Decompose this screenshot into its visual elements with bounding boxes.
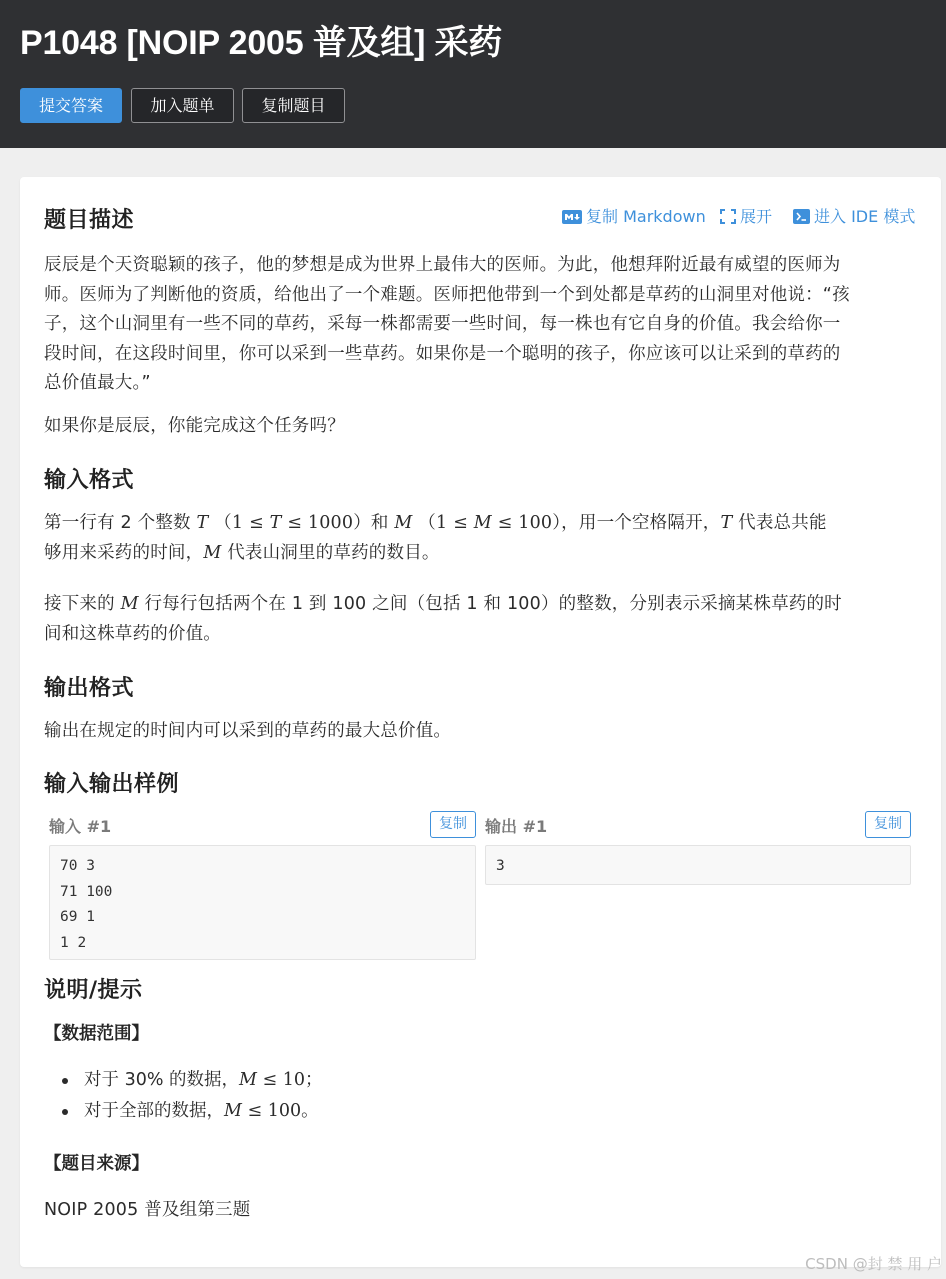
data-range-list	[62, 1065, 323, 1127]
input-format-heading: 输入格式	[44, 468, 135, 493]
header-bar	[0, 0, 946, 148]
samples-heading: 输入输出样例	[44, 772, 180, 797]
copy-input-button[interactable]: 复制	[430, 811, 476, 838]
problem-title: P1048 [NOIP 2005 普及组] 采药	[20, 24, 503, 62]
ide-mode-link[interactable]: 进入 IDE 模式	[793, 204, 915, 228]
description-heading: 题目描述	[44, 208, 135, 233]
copy-problem-button[interactable]: 复制题目	[242, 88, 345, 123]
input-format-paragraph-2: 接下来的 M 行每行包括两个在 1 到 100 之间（包括 1 和 100）的整数，分别表示采摘某株草药的时 间和这株草药的价值。	[44, 594, 842, 644]
data-range-label: 【数据范围】	[44, 1024, 149, 1044]
watermark: CSDN @封 禁 用 户	[805, 1255, 942, 1273]
markdown-icon	[562, 209, 582, 228]
source-label: 【题目来源】	[44, 1154, 149, 1174]
copy-output-button[interactable]: 复制	[865, 811, 911, 838]
terminal-icon	[793, 209, 810, 228]
expand-icon	[720, 209, 736, 228]
copy-markdown-link[interactable]: 复制 Markdown	[562, 204, 706, 228]
output-format-text: 输出在规定的时间内可以采到的草药的最大总价值。	[44, 721, 452, 741]
list-item: 对于全部的数据，M ≤ 100。	[62, 1096, 323, 1127]
sample-output-box[interactable]: 3	[485, 845, 911, 885]
add-to-list-button[interactable]: 加入题单	[131, 88, 234, 123]
description-question: 如果你是辰辰，你能完成这个任务吗？	[44, 416, 345, 436]
input-format-paragraph-1: 第一行有 2 个整数 T （1 ≤ T ≤ 1000）和 M （1 ≤ M ≤ 100），用一个空格隔开，T 代表总共能 够用来采药的时间，M 代表山洞里的草药的数目。	[44, 513, 827, 563]
hint-heading: 说明/提示	[44, 978, 143, 1003]
expand-link[interactable]: 展开	[720, 204, 772, 228]
submit-answer-button[interactable]: 提交答案	[20, 88, 122, 123]
sample-input-box[interactable]: 70 3 71 100 69 1 1 2	[49, 845, 476, 960]
list-item: 对于 30% 的数据，M ≤ 10；	[62, 1065, 323, 1096]
sample-input-label: 输入 #1	[49, 817, 112, 836]
sample-output-label: 输出 #1	[485, 817, 548, 836]
source-text: NOIP 2005 普及组第三题	[44, 1200, 251, 1220]
description-paragraph: 辰辰是个天资聪颖的孩子，他的梦想是成为世界上最伟大的医师。为此，他想拜附近最有威望的医师为 师。医师为了判断他的资质，给他出了一个难题。医师把他带到一个到处都是草药的山洞里对他说：“孩 子，这个山洞里有一些不同的草药，采每一株都需要一些时间，每一株也有它自身的价值。我会给你一 段时间，在这段时间里，你可以采到一些草药。如果你是一个聪明的孩子，你应该可以让采到的草药的 总价值最大。”	[44, 255, 850, 393]
output-format-heading: 输出格式	[44, 676, 135, 701]
